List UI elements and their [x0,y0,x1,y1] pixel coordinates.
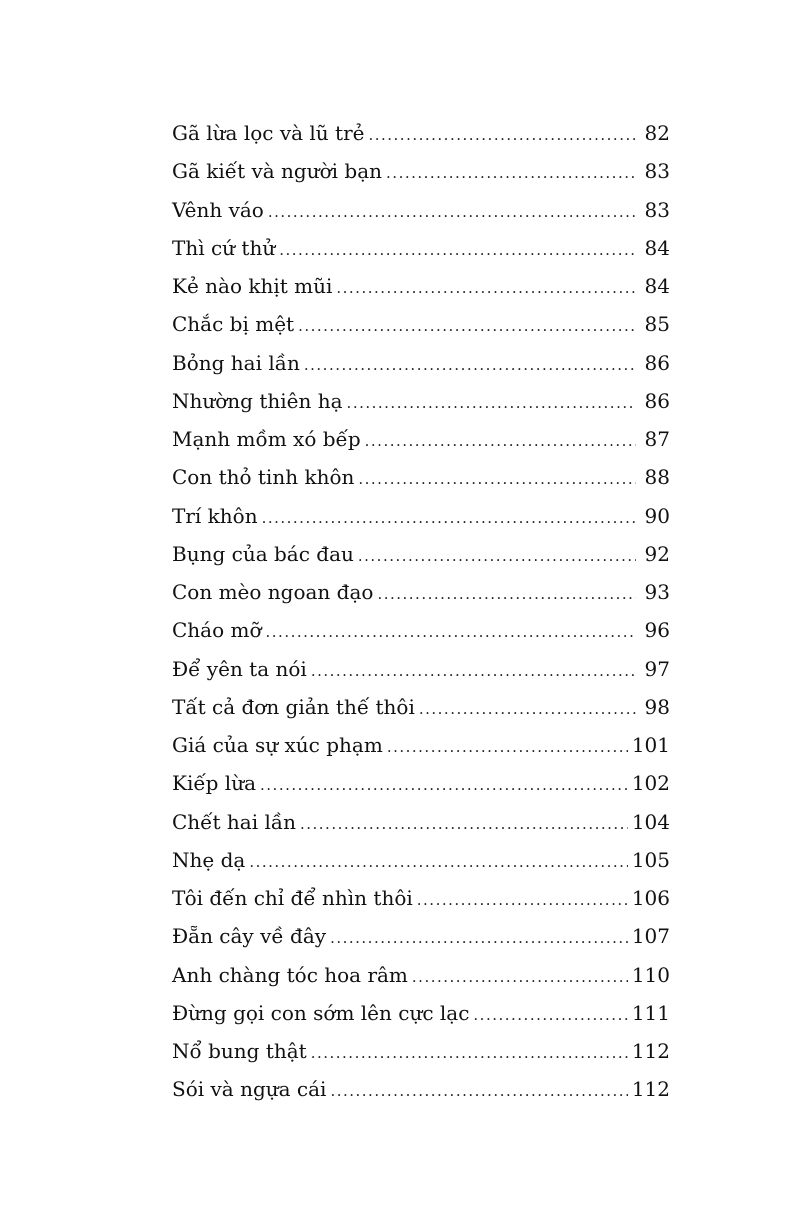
toc-entry-page-number: 106 [631,886,670,910]
toc-entry [172,994,670,1032]
toc-entry-title: Bỏng hai lần [172,350,300,375]
toc-entry [172,420,670,458]
dot-leader [387,728,628,766]
toc-entry [172,267,670,305]
toc-entry [172,229,670,267]
toc-entry-title: Giá của sự xúc phạm [172,733,383,757]
toc-entry [172,535,670,573]
toc-entry-title: Chắc bị mệt [172,312,295,337]
dot-leader [365,422,636,460]
toc-entry-page-number: 88 [644,465,670,490]
dot-leader [419,690,636,728]
toc-entry-page-number: 110 [631,962,670,987]
dot-leader [260,766,628,804]
toc-entry [172,688,670,726]
toc-entry-page-number: 112 [631,1039,670,1063]
dot-leader [368,116,636,154]
toc-entry-page-number: 82 [644,121,670,145]
toc-entry [172,114,670,152]
dot-leader [300,805,628,843]
dot-leader [262,499,636,537]
toc-entry-title: Bụng của bác đau [172,541,354,566]
toc-entry-title: Trí khôn [172,503,258,528]
toc-entry-title: Gã kiết và người bạn [172,159,383,184]
toc-entry-page-number: 111 [631,1000,670,1025]
toc-entry [172,458,670,496]
toc-entry-title: Nổ bung thật [172,1039,307,1063]
toc-entry-title: Con thỏ tinh khôn [172,465,355,490]
dot-leader [417,881,628,919]
toc-entry-page-number: 86 [644,350,670,375]
toc-entry-title: Thì cứ thử [172,235,276,260]
toc-entry-page-number: 104 [631,809,670,834]
toc-entry-title: Kiếp lừa [172,771,257,796]
toc-entry-page-number: 102 [631,771,670,796]
toc-entry [172,382,670,420]
toc-entry-page-number: 84 [644,235,670,260]
table-of-contents [172,114,670,1109]
dot-leader [279,231,636,269]
dot-leader [412,958,628,996]
toc-entry [172,879,670,917]
toc-entry [172,1032,670,1070]
toc-entry-title: Gã lừa lọc và lũ trẻ [172,121,365,145]
toc-entry-title: Kẻ nào khịt mũi [172,274,333,298]
dot-leader [266,613,636,651]
toc-entry-page-number: 112 [631,1077,670,1102]
toc-entry-title: Vênh váo [172,197,264,222]
dot-leader [311,1034,628,1072]
toc-entry-title: Đừng gọi con sớm lên cực lạc [172,1000,470,1025]
toc-entry-title: Chết hai lần [172,809,296,834]
toc-entry-page-number: 92 [644,541,670,566]
toc-entry-title: Con mèo ngoan đạo [172,580,374,604]
toc-entry [172,726,670,764]
toc-entry-title: Nhẹ dạ [172,847,246,872]
dot-leader [268,193,636,231]
toc-entry [172,344,670,382]
toc-entry-page-number: 105 [631,847,670,872]
toc-entry [172,1070,670,1108]
toc-entry-page-number: 87 [644,427,670,451]
dot-leader [358,460,636,498]
toc-entry [172,611,670,649]
toc-entry-title: Cháo mỡ [172,618,262,643]
toc-entry [172,764,670,802]
toc-entry-page-number: 83 [644,197,670,222]
dot-leader [358,537,636,575]
toc-entry [172,573,670,611]
toc-entry-title: Nhường thiên hạ [172,388,343,413]
toc-entry-title: Đẵn cây về đây [172,924,327,949]
dot-leader [330,1072,627,1110]
toc-entry-page-number: 86 [644,388,670,413]
toc-entry [172,917,670,955]
toc-entry-title: Tôi đến chỉ để nhìn thôi [172,886,413,910]
toc-entry-page-number: 83 [644,159,670,184]
dot-leader [330,919,628,957]
toc-entry [172,841,670,879]
toc-entry [172,956,670,994]
dot-leader [311,652,636,690]
toc-entry-page-number: 93 [644,580,670,604]
dot-leader [304,346,636,384]
toc-entry-page-number: 98 [644,694,670,719]
dot-leader [298,307,636,345]
toc-entry [172,803,670,841]
toc-entry-title: Tất cả đơn giản thế thôi [172,694,415,719]
toc-entry-page-number: 96 [644,618,670,643]
toc-entry-title: Để yên ta nói [172,656,307,681]
dot-leader [377,575,636,613]
dot-leader [386,154,636,192]
toc-entry [172,191,670,229]
toc-entry [172,152,670,190]
toc-entry [172,305,670,343]
dot-leader [347,384,636,422]
dot-leader [336,269,636,307]
toc-entry-title: Sói và ngựa cái [172,1077,327,1102]
dot-leader [473,996,627,1034]
toc-entry-page-number: 101 [631,733,670,757]
toc-entry-page-number: 85 [644,312,670,337]
toc-entry-title: Mạnh mồm xó bếp [172,427,361,451]
dot-leader [249,843,628,881]
toc-entry-title: Anh chàng tóc hoa râm [172,962,408,987]
toc-entry-page-number: 84 [644,274,670,298]
toc-entry-page-number: 107 [631,924,670,949]
toc-entry-page-number: 90 [644,503,670,528]
toc-entry [172,497,670,535]
toc-entry [172,650,670,688]
toc-entry-page-number: 97 [644,656,670,681]
